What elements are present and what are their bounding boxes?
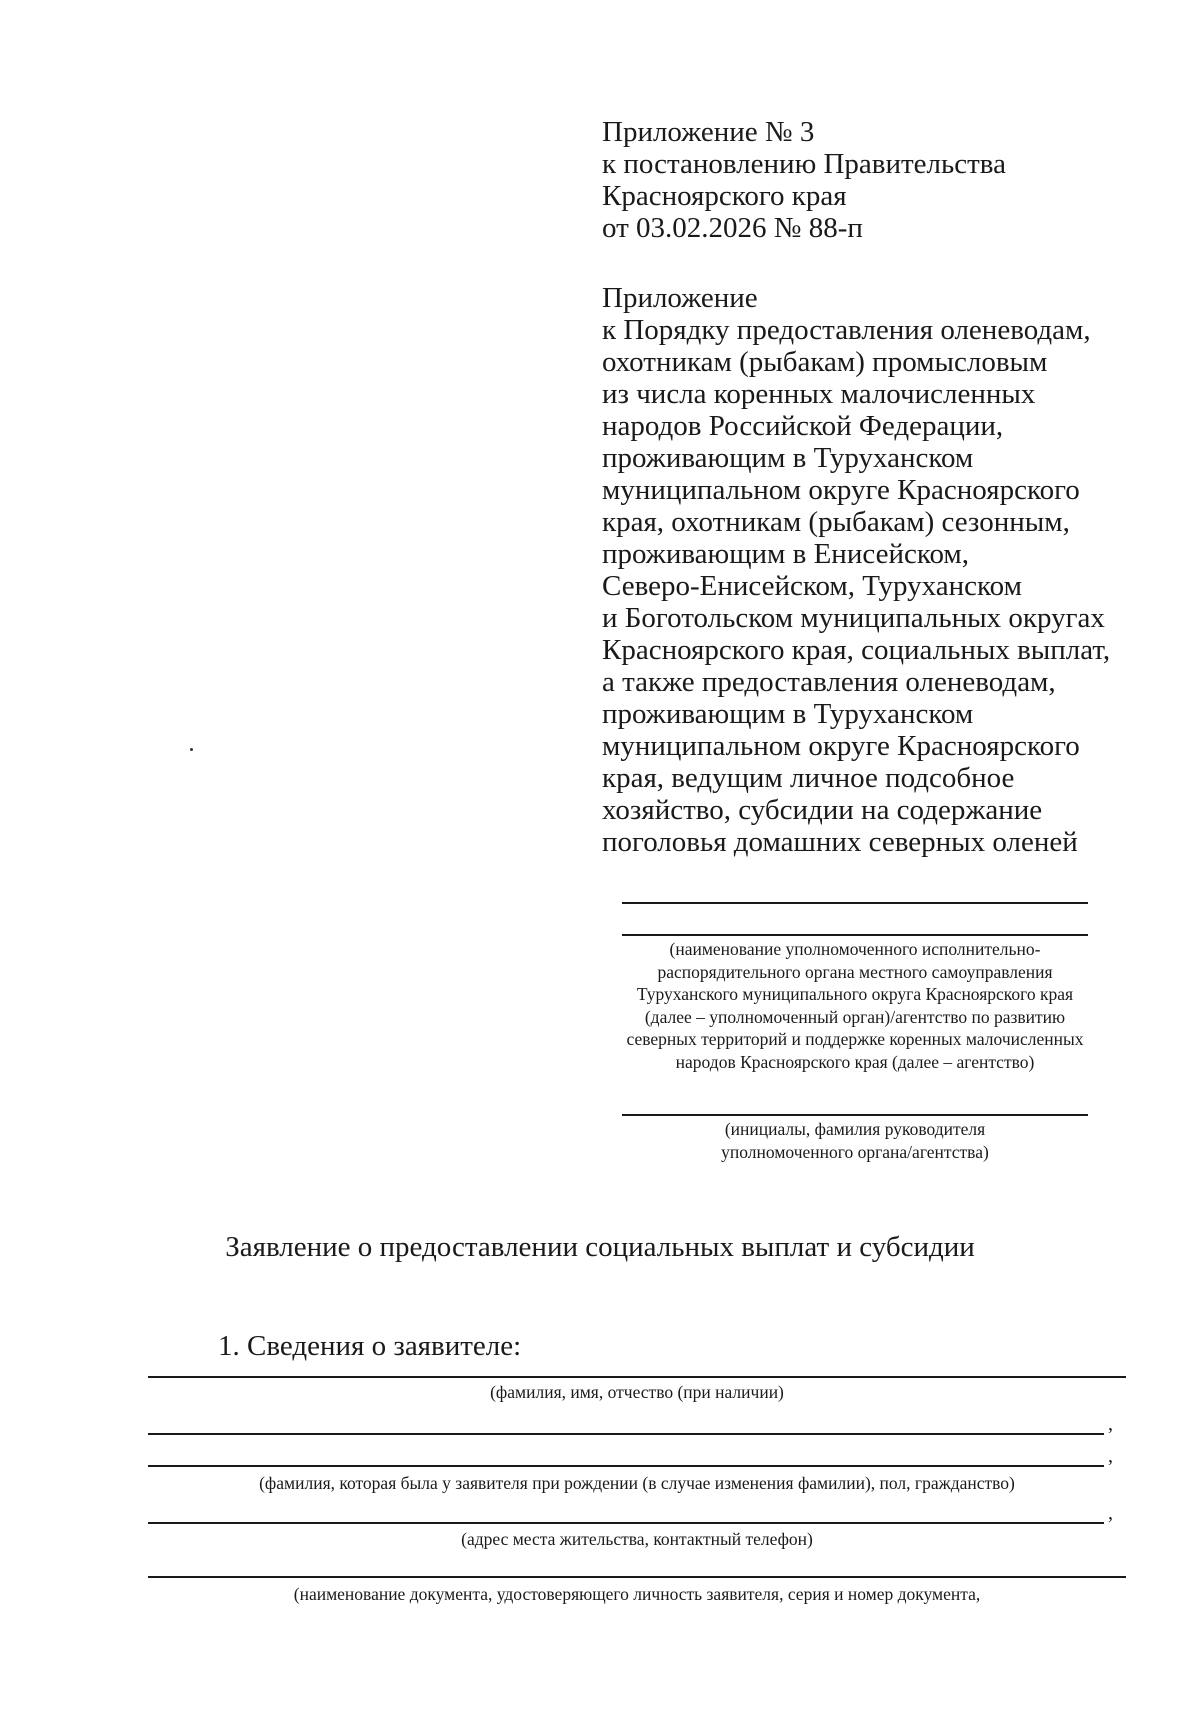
organ-caption-line: северных территорий и поддержке коренных малочисленных (626, 1029, 1084, 1049)
appendix-line: и Боготольском муниципальных округах (602, 602, 1105, 634)
scan-speck (190, 748, 193, 751)
appendix-line: хозяйство, субсидии на содержание (602, 794, 1043, 826)
appendix-3-line: Красноярского края (602, 180, 847, 212)
head-blank-line (622, 1114, 1088, 1116)
appendix-line: поголовья домашних северных оленей (602, 826, 1078, 858)
appendix-line: проживающим в Туруханском (602, 698, 974, 730)
appendix-line: края, ведущим личное подсобное (602, 762, 1015, 794)
organ-caption-line: Туруханского муниципального округа Красноярского края (636, 984, 1074, 1004)
appendix-3-line: к постановлению Правительства (602, 148, 1006, 180)
head-caption (622, 1118, 1088, 1163)
organ-caption-line: народов Красноярского края (далее – агентство) (675, 1051, 1035, 1072)
appendix-line: муниципальном округе Красноярского (602, 474, 1080, 506)
appendix-line: а также предоставления оленеводам, (602, 666, 1056, 698)
appendix-3-header (602, 116, 1006, 244)
field-comma: , (1108, 1502, 1113, 1524)
birth-surname-field-line (148, 1465, 1104, 1467)
applicant-field-line (148, 1433, 1104, 1435)
id-document-field-line (148, 1576, 1126, 1578)
appendix-line: Красноярского края, социальных выплат, (602, 634, 1111, 666)
appendix-line: проживающим в Туруханском (602, 442, 974, 474)
fio-field-line (148, 1376, 1126, 1378)
appendix-line: народов Российской Федерации, (602, 410, 1004, 442)
section-1-heading: 1. Сведения о заявителе: (218, 1330, 522, 1362)
address-field-line (148, 1522, 1104, 1524)
appendix-procedure-header (602, 282, 1110, 858)
field-comma: , (1108, 1413, 1113, 1435)
appendix-line: проживающим в Енисейском, (602, 538, 970, 570)
organ-blank-line (622, 902, 1088, 904)
id-document-caption: (наименование документа, удостоверяющего личность заявителя, серия и номер документа, (293, 1584, 981, 1604)
form-title: Заявление о предоставлении социальных выплат и субсидии (225, 1231, 975, 1263)
birth-surname-caption: (фамилия, которая была у заявителя при рождении (в случае изменения фамилии), пол, гражданство) (259, 1473, 1015, 1493)
organ-caption (586, 938, 1124, 1073)
appendix-line: к Порядку предоставления оленеводам, (602, 314, 1091, 346)
organ-caption-line: (наименование уполномоченного исполнительно- (669, 939, 1041, 959)
fio-caption: (фамилия, имя, отчество (при наличии) (490, 1382, 784, 1402)
organ-caption-line: (далее – уполномоченный орган)/агентство по развитию (644, 1006, 1066, 1027)
appendix-3-line: Приложение № 3 (602, 116, 815, 148)
appendix-line: муниципальном округе Красноярского (602, 730, 1080, 762)
appendix-line: края, охотникам (рыбакам) сезонным, (602, 506, 1070, 538)
appendix-line: охотникам (рыбакам) промысловым (602, 346, 1048, 378)
address-caption: (адрес места жительства, контактный телефон) (461, 1529, 813, 1549)
organ-blank-line (622, 934, 1088, 936)
appendix-line: Северо-Енисейском, Туруханском (602, 570, 1022, 602)
appendix-line: Приложение (602, 282, 758, 314)
field-comma: , (1108, 1445, 1113, 1467)
appendix-3-line: от 03.02.2026 № 88-п (602, 212, 863, 244)
head-caption-line: (инициалы, фамилия руководителя (724, 1119, 986, 1139)
organ-caption-line: распорядительного органа местного самоуправления (657, 961, 1053, 982)
head-caption-line: уполномоченного органа/агентства) (721, 1141, 989, 1162)
appendix-line: из числа коренных малочисленных (602, 378, 1036, 410)
